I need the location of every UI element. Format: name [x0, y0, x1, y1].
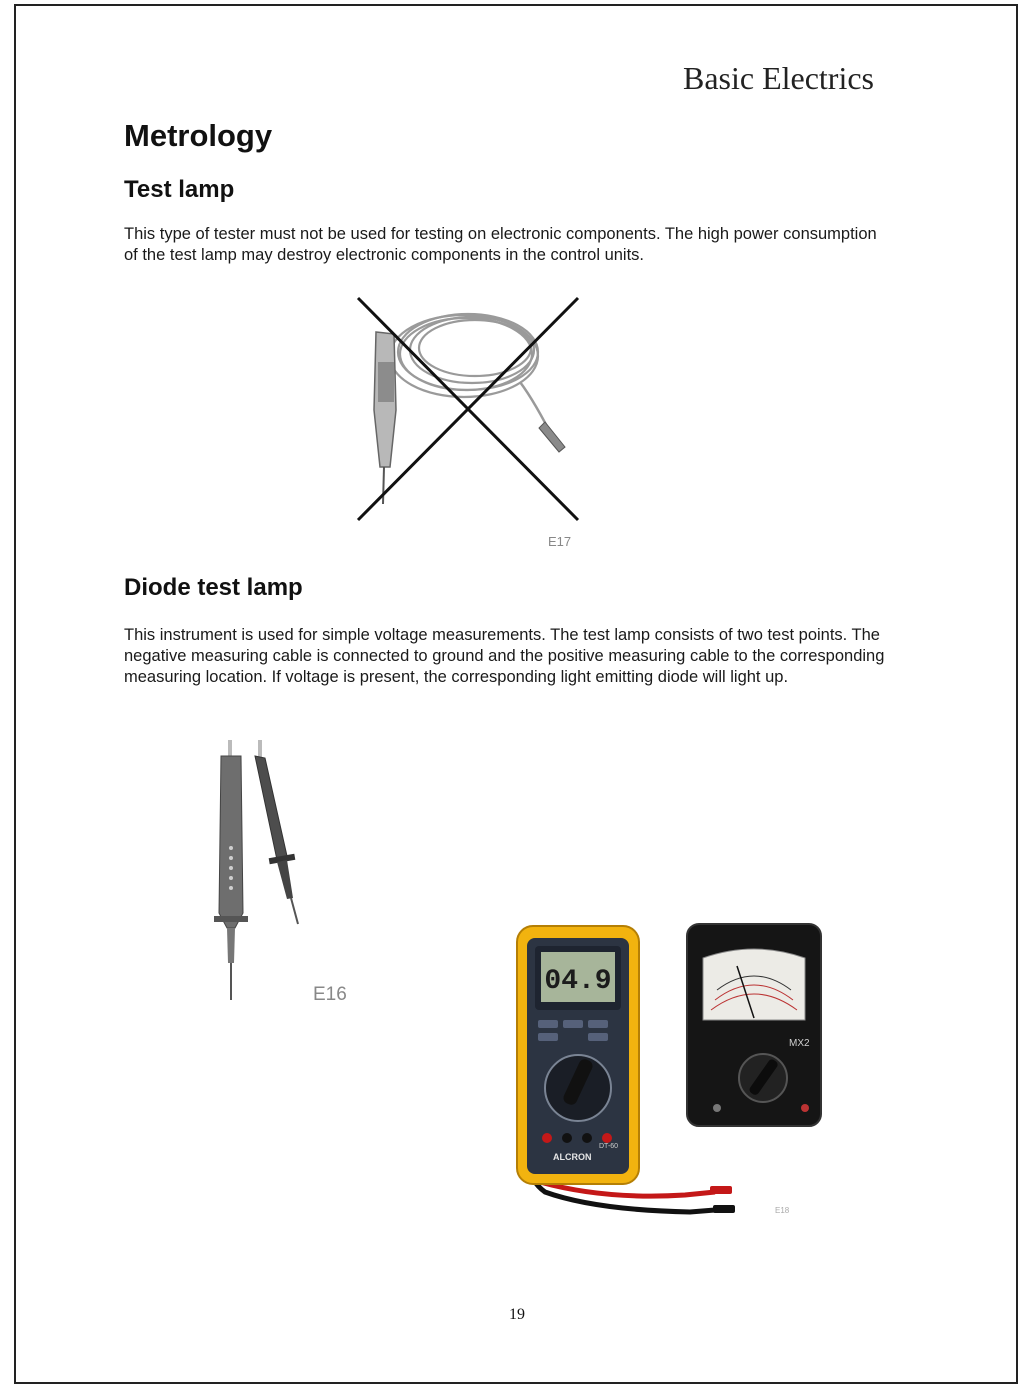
running-header: Basic Electrics: [682, 60, 874, 96]
page-title: Metrology: [124, 118, 273, 153]
figure-label-e17: E17: [548, 534, 572, 549]
digital-model: DT-60: [599, 1143, 619, 1150]
section-heading-diode-test-lamp: Diode test lamp: [124, 574, 303, 601]
digital-brand: ALCRON: [553, 1152, 592, 1162]
digital-display-reading: 04.9: [544, 966, 612, 997]
test-lamp-crossed-out-image: [350, 292, 590, 532]
page-number: 19: [509, 1306, 525, 1323]
figure-label-e18: E18: [775, 1206, 790, 1215]
section-body-diode-test-lamp: This instrument is used for simple voltage measurements. The test lamp consists of two test points. The negative measuring cable is connected to ground and the positive measuring cable to the corresponding measuring location. If voltage is present, the corresponding light emitting diode will light up.: [124, 626, 885, 686]
analog-model: MX2: [789, 1038, 810, 1049]
section-heading-test-lamp: Test lamp: [124, 176, 235, 203]
section-body-test-lamp: This type of tester must not be used for testing on electronic components. The high power consumption of the test lamp may destroy electronic components in the control units.: [124, 225, 877, 264]
figure-label-e16: E16: [313, 984, 347, 1005]
diode-test-lamp-image: [205, 738, 315, 1008]
multimeters-image: [505, 920, 835, 1225]
